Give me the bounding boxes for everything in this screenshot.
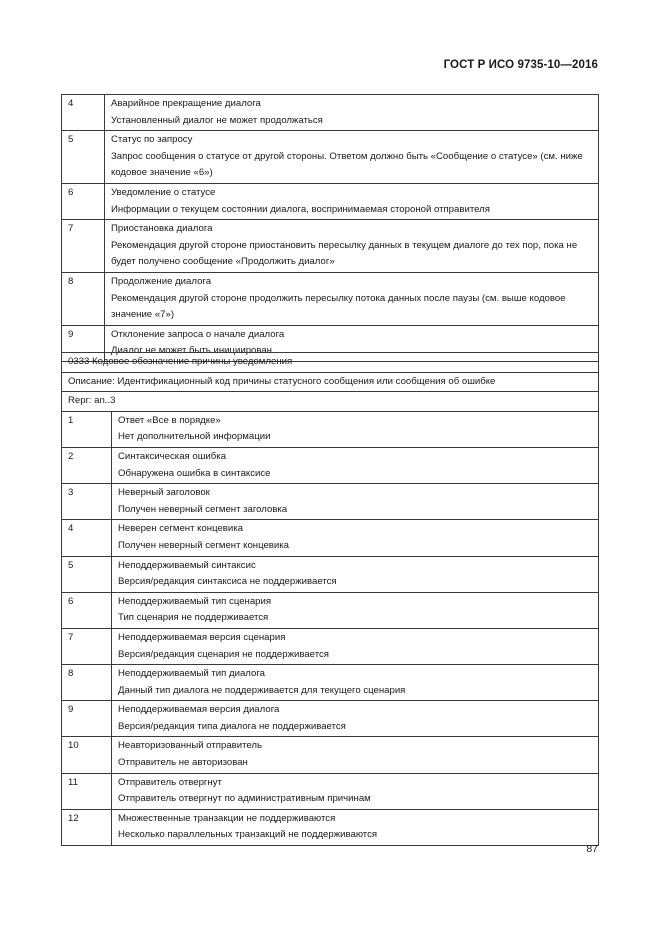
- code-explanation-line: Отправитель отвергнут по административным причинам: [118, 793, 371, 805]
- code-value: 2: [62, 447, 112, 483]
- code-name: Множественные транзакции не поддерживаются: [118, 812, 336, 824]
- table-row: [62, 628, 599, 664]
- code-name: Ответ «Все в порядке»: [118, 414, 221, 426]
- code-value: 4: [62, 95, 105, 131]
- code-explanation-line: Несколько параллельных транзакций не поддерживаются: [118, 829, 378, 841]
- code-description: [105, 95, 599, 131]
- code-description: [112, 665, 599, 701]
- code-value: 1: [62, 411, 112, 447]
- code-value: 7: [62, 220, 105, 273]
- code-value: 5: [62, 556, 112, 592]
- table-row: [62, 592, 599, 628]
- code-description: [105, 131, 599, 184]
- code-explanation-line: Версия/редакция синтаксиса не поддерживается: [118, 576, 337, 588]
- table-repr: Repr: an..3: [62, 392, 599, 412]
- code-name: Неподдерживаемая версия сценария: [118, 631, 286, 643]
- code-explanation-line: Отправитель не авторизован: [118, 757, 248, 769]
- code-description: [105, 220, 599, 273]
- code-value: 7: [62, 628, 112, 664]
- code-description: [112, 628, 599, 664]
- code-explanation-line: Установленный диалог не может продолжаться: [111, 114, 323, 126]
- code-description: [105, 272, 599, 325]
- code-value: 6: [62, 183, 105, 219]
- table-row: [62, 183, 599, 219]
- code-table-dialog-status: [61, 94, 599, 362]
- table-row: [62, 484, 599, 520]
- table-row: [62, 773, 599, 809]
- code-explanation-line: Тип сценария не поддерживается: [118, 612, 269, 624]
- code-name: Отклонение запроса о начале диалога: [111, 328, 285, 340]
- code-description: [105, 183, 599, 219]
- table-row: [62, 447, 599, 483]
- table-row: [62, 809, 599, 845]
- code-value: 10: [62, 737, 112, 773]
- table-repr-row: [62, 392, 599, 412]
- table-row: [62, 272, 599, 325]
- code-name: Неверный заголовок: [118, 487, 210, 499]
- code-explanation-line: Получен неверный сегмент заголовка: [118, 503, 288, 515]
- code-value: 9: [62, 701, 112, 737]
- document-header: ГОСТ Р ИСО 9735-10—2016: [443, 59, 598, 71]
- table-row: [62, 520, 599, 556]
- code-explanation-line: Обнаружена ошибка в синтаксисе: [118, 467, 271, 479]
- code-explanation-line: кодовое значение «6»): [111, 167, 213, 179]
- code-explanation-line: будет получено сообщение «Продолжить диалог»: [111, 256, 335, 268]
- code-value: 8: [62, 272, 105, 325]
- code-name: Неподдерживаемый тип сценария: [118, 595, 272, 607]
- table-row: [62, 701, 599, 737]
- code-name: Синтаксическая ошибка: [118, 450, 227, 462]
- code-name: Уведомление о статусе: [111, 186, 216, 198]
- table-description: Описание: Идентификационный код причины статусного сообщения или сообщения об ошибке: [62, 372, 599, 392]
- table-row: [62, 556, 599, 592]
- code-description: [112, 520, 599, 556]
- code-description: [112, 556, 599, 592]
- code-explanation-line: Получен неверный сегмент концевика: [118, 539, 290, 551]
- code-name: Неподдерживаемый синтаксис: [118, 559, 256, 571]
- code-explanation-line: Запрос сообщения о статусе от другой стороны. Ответом должно быть «Сообщение о статусе» (см. ниже: [111, 150, 583, 162]
- code-name: Неподдерживаемый тип диалога: [118, 668, 265, 680]
- table-description-row: [62, 372, 599, 392]
- code-name: Статус по запросу: [111, 134, 193, 146]
- code-description: [112, 773, 599, 809]
- code-explanation-line: Рекомендация другой стороне приостановить пересылку данных в текущем диалоге до тех пор, пока не: [111, 239, 578, 251]
- code-explanation-line: значение «7»): [111, 309, 175, 321]
- table-row: [62, 737, 599, 773]
- code-description: [112, 411, 599, 447]
- code-value: 6: [62, 592, 112, 628]
- table-title-row: [62, 353, 599, 373]
- code-description: [112, 592, 599, 628]
- table-row: [62, 131, 599, 184]
- table-row: [62, 220, 599, 273]
- code-explanation-line: Нет дополнительной информации: [118, 431, 271, 443]
- code-value: 4: [62, 520, 112, 556]
- code-explanation-line: Рекомендация другой стороне продолжить пересылку потока данных после паузы (см. выше кодовое: [111, 292, 566, 304]
- code-value: 5: [62, 131, 105, 184]
- code-value: 11: [62, 773, 112, 809]
- code-name: Неподдерживаемая версия диалога: [118, 704, 280, 716]
- code-name: Приостановка диалога: [111, 223, 213, 235]
- code-explanation-line: Информации о текущем состоянии диалога, воспринимаемая стороной отправителя: [111, 203, 490, 215]
- table-row: [62, 95, 599, 131]
- code-description: [112, 484, 599, 520]
- code-name: Неверен сегмент концевика: [118, 523, 244, 535]
- code-description: [112, 809, 599, 845]
- code-table-notification-reason: [61, 352, 599, 846]
- code-value: 3: [62, 484, 112, 520]
- code-value: 12: [62, 809, 112, 845]
- code-explanation-line: Версия/редакция сценария не поддерживается: [118, 648, 329, 660]
- code-value: 8: [62, 665, 112, 701]
- code-description: [112, 737, 599, 773]
- code-description: [112, 447, 599, 483]
- table-title: 0333 Кодовое обозначение причины уведомления: [62, 353, 599, 373]
- code-name: Отправитель отвергнут: [118, 776, 222, 788]
- code-explanation-line: Версия/редакция типа диалога не поддерживается: [118, 720, 346, 732]
- code-explanation-line: Данный тип диалога не поддерживается для текущего сценария: [118, 684, 406, 696]
- table-row: [62, 411, 599, 447]
- code-description: [112, 701, 599, 737]
- page-number: 87: [586, 843, 598, 855]
- code-name: Аварийное прекращение диалога: [111, 98, 261, 109]
- code-name: Неавторизованный отправитель: [118, 740, 263, 752]
- code-explanation-line: Диалог не может быть инициирован: [111, 345, 272, 357]
- code-value: 9: [62, 325, 105, 361]
- table-row: [62, 665, 599, 701]
- code-name: Продолжение диалога: [111, 275, 212, 287]
